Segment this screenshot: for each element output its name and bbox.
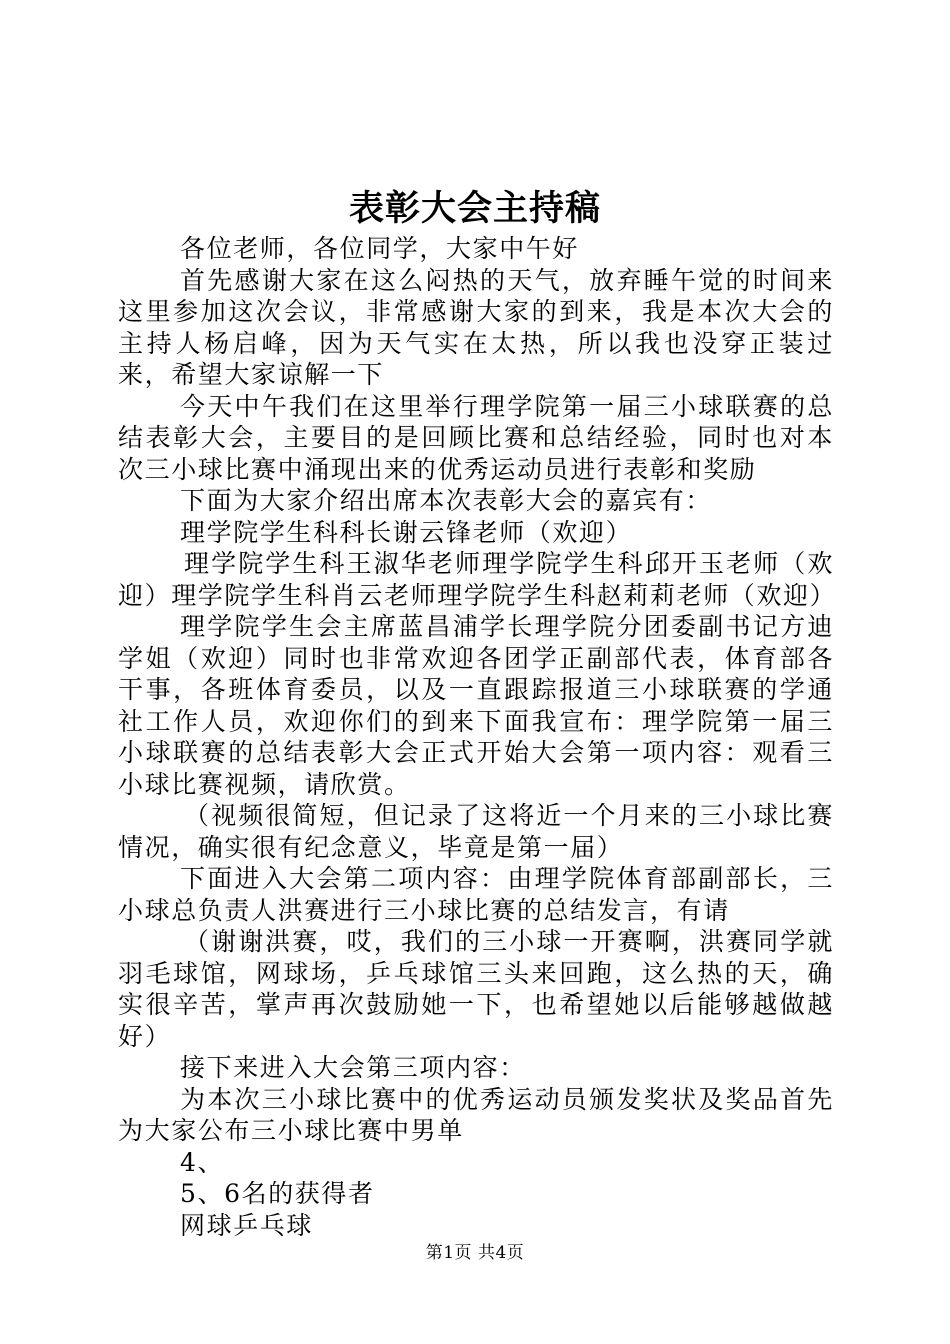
- paragraph-awards: 为本次三小球比赛中的优秀运动员颁发奖状及奖品首先为大家公布三小球比赛中男单: [118, 1084, 834, 1145]
- paragraph-guests-intro: 下面为大家介绍出席本次表彰大会的嘉宾有：: [180, 486, 713, 515]
- page-footer: 第1页 共4页: [425, 1243, 525, 1263]
- paragraph-rank-5-6: 5、6名的获得者: [180, 1179, 375, 1208]
- paragraph-guest-3: 理学院学生会主席蓝昌浦学长理学院分团委副书记方迪学姐（欢迎）同时也非常欢迎各团学正副部代表，体育部各干事，各班体育委员，以及一直跟踪报道三小球联赛的学通社工作人员，欢迎你们的到来下面我宣布：理学院第一届三小球联赛的总结表彰大会正式开始大会第一项内容：观看三小球比赛视频，请欣赏。: [118, 612, 834, 799]
- paragraph-thanks-hongsai: （谢谢洪赛，哎，我们的三小球一开赛啊，洪赛同学就羽毛球馆，网球场，乒乓球馆三头来回跑，这么热的天，确实很辛苦，掌声再次鼓励她一下，也希望她以后能够越做越好）: [118, 927, 834, 1051]
- paragraph-purpose: 今天中午我们在这里举行理学院第一届三小球联赛的总结表彰大会，主要目的是回顾比赛和总结经验，同时也对本次三小球比赛中涌现出来的优秀运动员进行表彰和奖励: [118, 391, 834, 484]
- paragraph-thanks: 首先感谢大家在这么闷热的天气，放弃睡午觉的时间来这里参加这次会议，非常感谢大家的到来，我是本次大会的主持人杨启峰，因为天气实在太热，所以我也没穿正装过来，希望大家谅解一下: [118, 265, 834, 389]
- paragraph-guest-2: 理学院学生科王淑华老师理学院学生科邱开玉老师（欢迎）理学院学生科肖云老师理学院学生科赵莉莉老师（欢迎）: [118, 549, 837, 610]
- paragraph-sports: 网球乒乓球: [180, 1210, 314, 1240]
- paragraph-item-three: 接下来进入大会第三项内容：: [180, 1053, 526, 1082]
- paragraph-guest-1: 理学院学生科科长谢云锋老师（欢迎）: [180, 517, 633, 547]
- paragraph-video-note: （视频很简短，但记录了这将近一个月来的三小球比赛情况，确实很有纪念意义，毕竟是第一届）: [118, 801, 834, 862]
- paragraph-greeting: 各位老师，各位同学，大家中午好: [180, 234, 580, 263]
- document-title: 表彰大会主持稿: [348, 188, 601, 229]
- document-body: [118, 233, 837, 1241]
- paragraph-item-two: 下面进入大会第二项内容：由理学院体育部副部长，三小球总负责人洪赛进行三小球比赛的总结发言，有请: [118, 864, 834, 925]
- paragraph-rank-4: 4、: [180, 1147, 225, 1177]
